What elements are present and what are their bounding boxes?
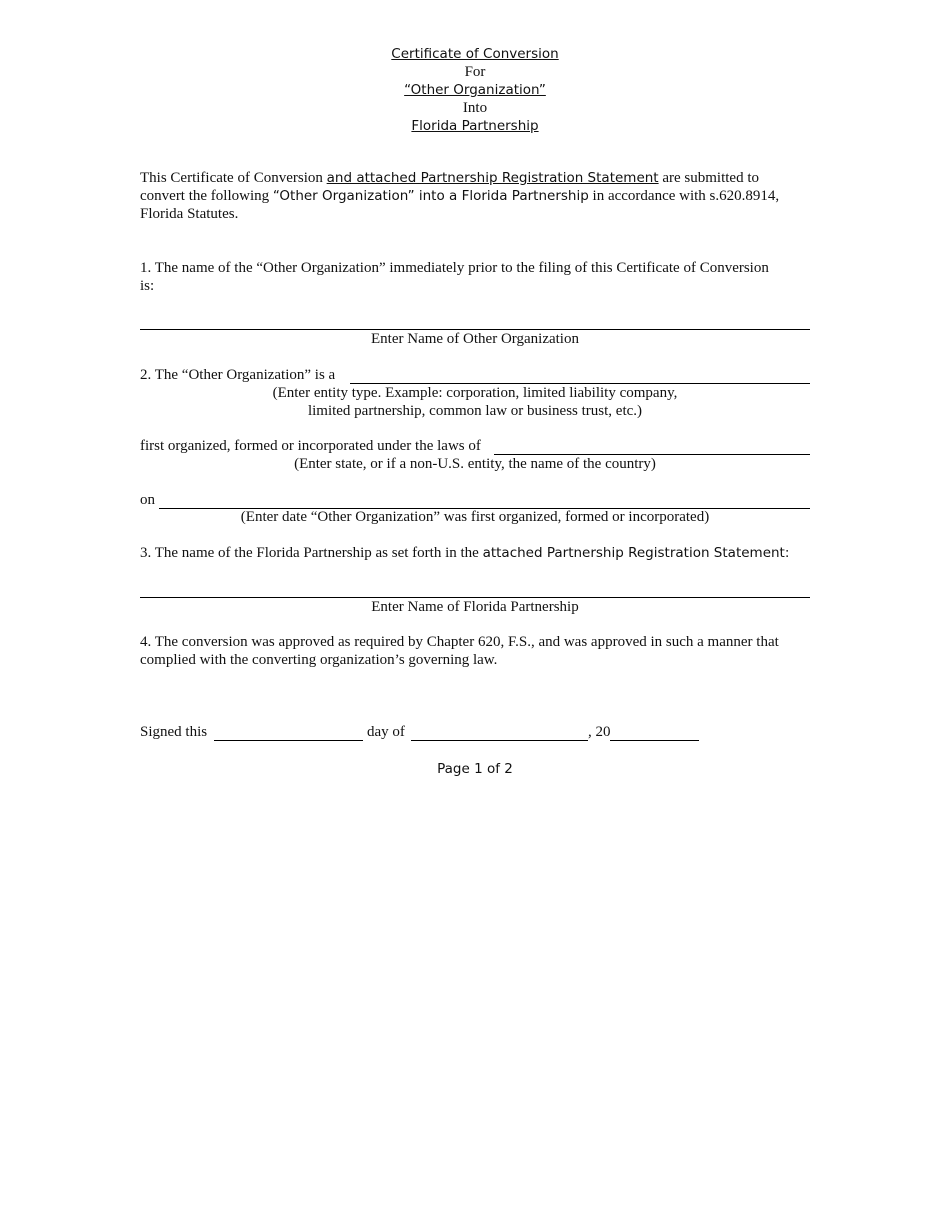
intro-text-a: This Certificate of Conversion — [140, 170, 327, 186]
title-line-2: For — [464, 64, 486, 80]
signed-this-label: Signed this — [140, 724, 208, 740]
entity-type-caption-line-1: (Enter entity type. Example: corporation, limited liability company, — [272, 385, 678, 401]
title-florida-partnership: Florida Partnership — [411, 118, 539, 134]
item4-text-line-2: complied with the converting organization’s governing law. — [140, 652, 498, 668]
item2-text: 2. The “Other Organization” is a — [140, 367, 336, 383]
organization-date-field[interactable] — [159, 490, 810, 509]
intro-text-c: convert the following — [140, 188, 273, 204]
organization-date-caption: (Enter date “Other Organization” was first organized, formed or incorporated) — [240, 509, 710, 525]
signed-year-field[interactable] — [610, 722, 699, 741]
signed-day-field[interactable] — [214, 722, 363, 741]
title-line-5 — [0, 117, 950, 135]
other-organization-name-field[interactable] — [140, 310, 810, 330]
title-other-organization: “Other Organization” — [404, 82, 546, 98]
intro-text-b: are submitted to — [658, 170, 760, 186]
item3-text — [140, 544, 789, 562]
on-text: on — [140, 492, 155, 508]
entity-type-field[interactable] — [350, 365, 810, 384]
day-of-label: day of — [367, 724, 405, 740]
intro-text-d: in accordance with s.620.8914, — [588, 188, 780, 204]
state-country-caption: (Enter state, or if a non-U.S. entity, the name of the country) — [294, 456, 656, 472]
title-line-1 — [0, 45, 950, 63]
signed-month-field[interactable] — [411, 722, 588, 741]
item3-attached-statement: attached Partnership Registration Statement: — [482, 545, 790, 561]
intro-line-2 — [140, 187, 820, 205]
item4-text-line-1: 4. The conversion was approved as required by Chapter 620, F.S., and was approved in such a manner that — [140, 634, 779, 650]
florida-partnership-name-caption: Enter Name of Florida Partnership — [371, 599, 579, 615]
state-country-field[interactable] — [494, 436, 810, 455]
page-number: Page 1 of 2 — [437, 761, 513, 777]
title-certificate: Certificate of Conversion — [391, 46, 559, 62]
item1-text-line-2: is: — [140, 278, 155, 294]
intro-line-1 — [140, 169, 820, 187]
intro-attached-statement: and attached Partnership Registration Statement — [326, 170, 659, 186]
laws-text: first organized, formed or incorporated under the laws of — [140, 438, 481, 454]
intro-conversion-phrase: “Other Organization” into a Florida Partnership — [272, 188, 589, 204]
item3-text-a: 3. The name of the Florida Partnership as set forth in the — [140, 545, 483, 561]
year-prefix-label: , 20 — [588, 724, 611, 740]
other-organization-name-caption: Enter Name of Other Organization — [371, 331, 579, 347]
title-line-3 — [0, 81, 950, 99]
intro-line-3: Florida Statutes. — [140, 206, 239, 222]
item1-text-line-1: 1. The name of the “Other Organization” immediately prior to the filing of this Certificate of Conversion — [140, 260, 769, 276]
florida-partnership-name-field[interactable] — [140, 578, 810, 598]
title-line-4: Into — [462, 100, 488, 116]
entity-type-caption-line-2: limited partnership, common law or business trust, etc.) — [307, 403, 643, 419]
